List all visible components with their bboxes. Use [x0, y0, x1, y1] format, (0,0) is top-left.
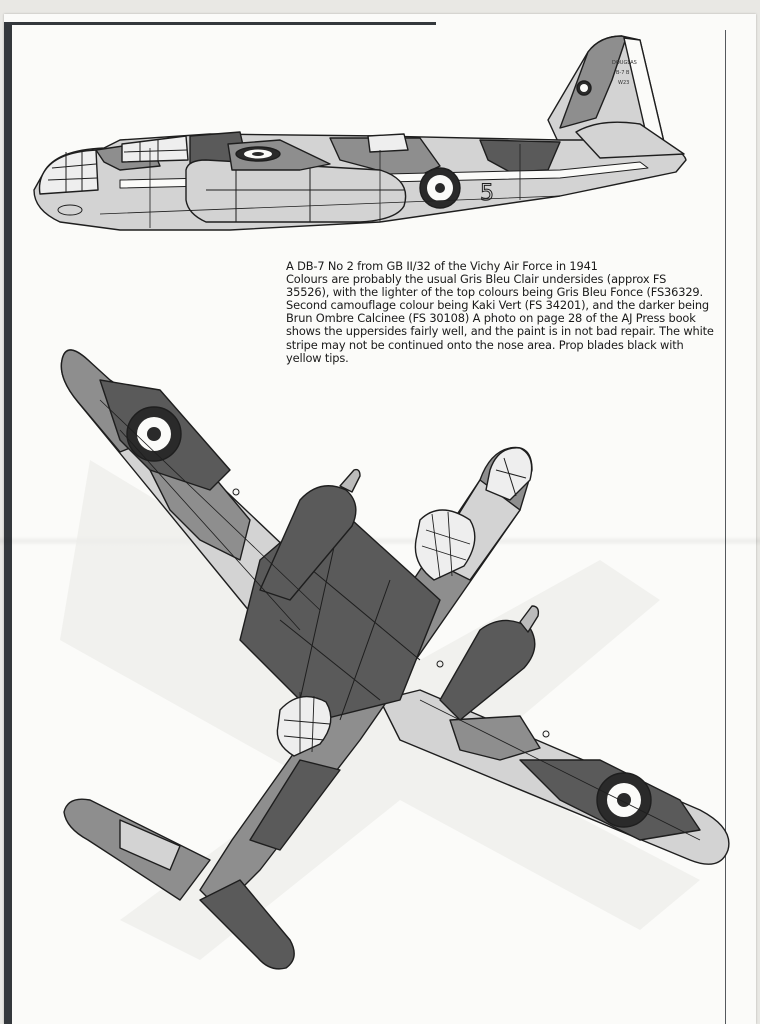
fin-text-3: W23: [618, 80, 630, 86]
caption-line: shows the uppersides fairly well, and the paint is in not bad repair. The white: [286, 324, 714, 339]
rear-canopy: [368, 134, 408, 152]
nose-glazing: [40, 150, 99, 194]
wing-roundel: [236, 147, 280, 161]
fuselage-code: 5: [480, 181, 494, 206]
caption-line: Second camouflage colour being Kaki Vert (FS 34201), and the darker being: [286, 298, 709, 313]
fin-text-2: B-7 B: [616, 70, 630, 76]
caption-line: 35526), with the lighter of the top colours being Gris Bleu Fonce (FS36329.: [286, 285, 703, 300]
fin-roundel: [577, 81, 591, 95]
side-profile-illustration: [34, 36, 686, 230]
caption-text: [286, 260, 726, 365]
caption-line: yellow tips.: [286, 350, 349, 365]
right-wing-roundel: [597, 773, 651, 827]
fin-text-1: DOUGLAS: [612, 60, 637, 66]
top-view-illustration: [60, 350, 729, 969]
caption-line: Brun Ombre Calcinee (FS 30108) A photo on page 28 of the AJ Press book: [286, 311, 696, 326]
caption-line: stripe may not be continued onto the nose area. Prop blades black with: [286, 337, 684, 352]
fuselage-roundel: [420, 168, 460, 208]
caption-line: A DB-7 No 2 from GB II/32 of the Vichy Air Force in 1941: [286, 259, 598, 273]
caption-line: Colours are probably the usual Gris Bleu Clair undersides (approx FS: [286, 272, 667, 287]
